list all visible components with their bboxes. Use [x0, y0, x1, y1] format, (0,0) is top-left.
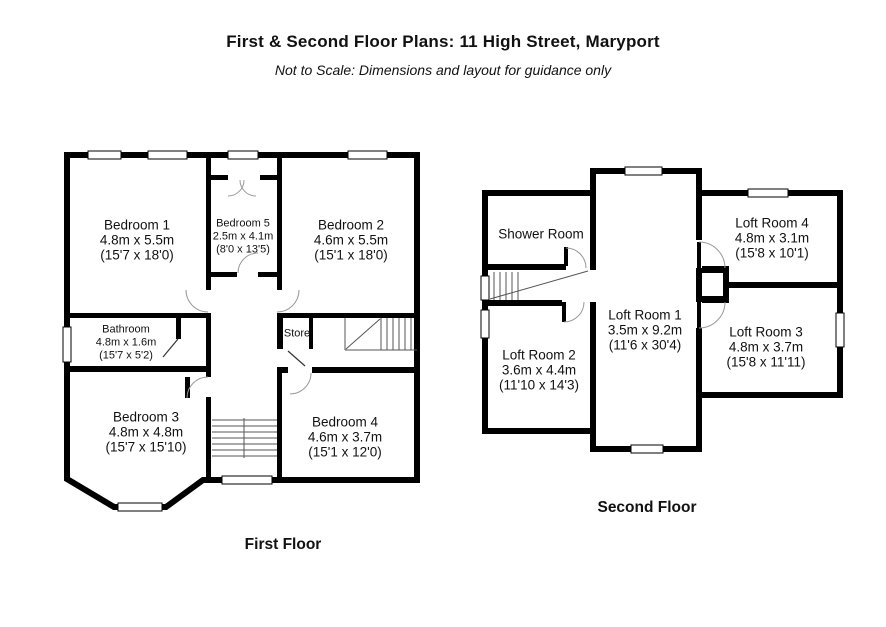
room-name: Loft Room 2 — [502, 347, 576, 363]
room-size-metric: 4.6m x 5.5m — [313, 232, 389, 248]
room-size-metric: 4.6m x 3.7m — [307, 429, 383, 445]
room-label-store — [284, 328, 310, 341]
room-size-metric: 4.8m x 1.6m — [95, 336, 157, 349]
first-floor-door-arcs — [163, 180, 311, 398]
room-label-bathroom — [96, 324, 157, 363]
room-label-loft-room-4 — [735, 216, 809, 261]
second-floor-caption: Second Floor — [597, 499, 697, 516]
room-name: Store — [283, 327, 311, 340]
room-label-loft-room-3 — [727, 325, 806, 370]
room-size-imperial: (15'1 x 12'0) — [308, 444, 382, 460]
room-size-imperial: (15'1 x 18'0) — [314, 247, 388, 263]
room-label-loft-room-2 — [499, 348, 579, 393]
room-size-metric: 4.8m x 5.5m — [99, 232, 175, 248]
room-size-metric: 4.8m x 3.7m — [728, 339, 804, 355]
room-name: Shower Room — [498, 226, 584, 242]
room-size-imperial: (11'10 x 14'3) — [499, 377, 579, 393]
page-subtitle: Not to Scale: Dimensions and layout for guidance only — [274, 62, 612, 78]
second-floor-stairs — [490, 271, 588, 300]
room-label-bedroom-4 — [308, 415, 382, 460]
room-size-metric: 4.8m x 4.8m — [108, 424, 184, 440]
room-size-metric: 2.5m x 4.1m — [212, 230, 274, 243]
room-size-imperial: (15'7 x 15'10) — [105, 439, 187, 455]
room-size-imperial: (15'7 x 5'2) — [99, 349, 153, 362]
room-label-loft-room-1 — [608, 308, 682, 353]
room-label-shower-room — [498, 227, 584, 242]
room-name: Bedroom 2 — [317, 217, 385, 233]
room-label-bedroom-5 — [213, 218, 274, 257]
room-name: Loft Room 1 — [608, 307, 682, 323]
room-label-bedroom-1 — [100, 218, 174, 263]
room-name: Bathroom — [102, 323, 150, 336]
room-size-imperial: (8'0 x 13'5) — [216, 243, 270, 256]
page-title: First & Second Floor Plans: 11 High Street, Maryport — [226, 32, 660, 51]
room-size-imperial: (11'6 x 30'4) — [608, 337, 682, 353]
room-size-metric: 4.8m x 3.1m — [734, 230, 810, 246]
room-name: Bedroom 5 — [216, 217, 270, 230]
room-name: Bedroom 4 — [311, 414, 379, 430]
room-name: Bedroom 3 — [112, 409, 180, 425]
room-label-bedroom-2 — [314, 218, 388, 263]
first-floor-caption: First Floor — [244, 536, 322, 553]
room-name: Loft Room 4 — [735, 215, 809, 231]
room-size-imperial: (15'8 x 11'11) — [726, 354, 806, 370]
room-label-bedroom-3 — [106, 410, 187, 455]
room-size-metric: 3.5m x 9.2m — [607, 322, 683, 338]
room-size-imperial: (15'8 x 10'1) — [735, 245, 809, 261]
room-size-metric: 3.6m x 4.4m — [501, 362, 577, 378]
room-size-imperial: (15'7 x 18'0) — [100, 247, 174, 263]
room-name: Loft Room 3 — [729, 324, 803, 340]
room-name: Bedroom 1 — [103, 217, 171, 233]
